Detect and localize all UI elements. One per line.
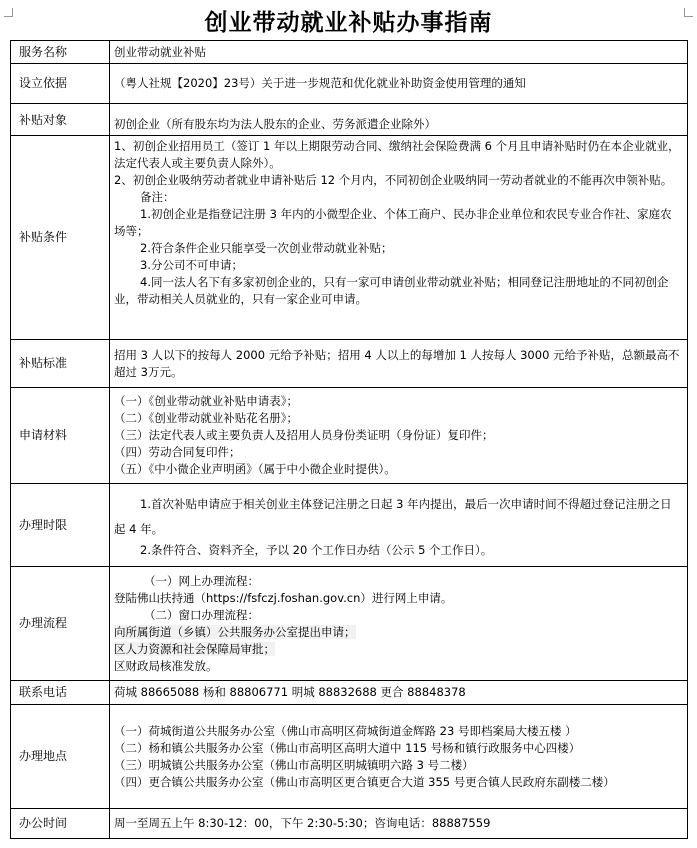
row-label-conditions: 补贴条件 [11, 136, 110, 340]
table-row [11, 340, 688, 388]
note-2: 2.符合条件企业只能享受一次创业带动就业补贴； [140, 241, 393, 255]
window-step-1: 向所属街道（乡镇）公共服务办公室提出申请； [114, 624, 356, 639]
list-item: （一）《创业带动就业补贴申请表》； [114, 394, 298, 408]
table-row [11, 41, 688, 64]
note-4: 4.同一法人名下有多家初创企业的，只有一家可申请创业带动就业补贴；相同登记注册地址的不同初创企业，带动相关人员就业的，只有一家企业可申请。 [114, 275, 669, 306]
row-label-materials: 申请材料 [11, 388, 110, 484]
condition-2: 2、初创企业吸纳劳动者就业申请补贴后 12 个月内，不同初创企业吸纳同一劳动者就业的不能再次申领补贴。 [114, 173, 673, 187]
window-process-title: （二）窗口办理流程： [144, 607, 259, 622]
row-label-time-limit: 办理时限 [11, 484, 110, 567]
table-row [11, 567, 688, 681]
list-item: （四）更合镇公共服务办公室（佛山市高明区更合镇更合大道 355 号更合镇人民政府东副楼二楼） [114, 774, 615, 789]
list-item: （三）法定代表人或主要负责人及招用人员身份类证明（身份证）复印件； [114, 428, 494, 442]
list-item: （二）《创业带动就业补贴花名册》； [114, 411, 298, 425]
table-row [11, 809, 688, 839]
table-row [11, 64, 688, 104]
time-limit-value [110, 484, 688, 567]
location-value [110, 705, 688, 809]
page-title: 创业带动就业补贴办事指南 [204, 10, 493, 36]
table-row [11, 104, 688, 136]
window-step-3: 区财政局核准发放。 [114, 658, 218, 673]
row-label-process: 办理流程 [11, 567, 110, 681]
row-label-location: 办理地点 [11, 705, 110, 809]
row-label-hours: 办公时间 [11, 809, 110, 839]
window-step-2: 区人力资源和社会保障局审批； [114, 641, 275, 656]
online-process-text: 登陆佛山扶持通（https://fsfczj.foshan.gov.cn）进行网上申请。 [114, 590, 453, 605]
materials-value [110, 388, 688, 484]
list-item: （五）《中小微企业声明函》（属于中小微企业时提供）。 [114, 462, 396, 476]
note-1: 1.初创企业是指登记注册 3 年内的小微型企业、个体工商户、民办非企业单位和农民专业合作社、家庭农场等； [114, 207, 672, 238]
row-label-phone: 联系电话 [11, 681, 110, 705]
list-item: （四）劳动合同复印件； [114, 445, 241, 459]
row-label-basis: 设立依据 [11, 64, 110, 104]
service-name-value: 创业带动就业补贴 [110, 41, 688, 64]
table-row [11, 681, 688, 705]
row-label-target: 补贴对象 [11, 104, 110, 136]
process-value [110, 567, 688, 681]
list-item: （二）杨和镇公共服务办公室（佛山市高明区高明大道中 115 号杨和镇行政服务中心四楼） [114, 740, 581, 755]
hours-value: 周一至周五上午 8:30-12：00，下午 2:30-5:30；咨询电话：88887559 [110, 809, 688, 839]
target-value [110, 104, 688, 136]
row-label-standard: 补贴标准 [11, 340, 110, 388]
row-label-service-name: 服务名称 [11, 41, 110, 64]
basis-value: （粤人社规【2020】23号）关于进一步规范和优化就业补助资金使用管理的通知 [110, 64, 688, 104]
online-process-title: （一）网上办理流程： [144, 573, 259, 588]
guide-table [10, 40, 688, 839]
standard-value: 招用 3 人以下的按每人 2000 元给予补贴；招用 4 人以上的每增加 1 人按每人 3000 元给予补贴，总额最高不超过 3万元。 [110, 340, 688, 388]
table-row [11, 484, 688, 567]
note-3: 3.分公司不可申请； [140, 258, 243, 272]
note-title: 备注： [140, 190, 175, 204]
table-row [11, 136, 688, 340]
list-item: （一）荷城街道公共服务办公室（佛山市高明区荷城街道金辉路 23 号即档案局大楼五楼 ） [114, 723, 577, 738]
table-row [11, 388, 688, 484]
conditions-value [110, 136, 688, 340]
time-limit-1: 1.首次补贴申请应于相关创业主体登记注册之日起 3 年内提出，最后一次申请时间不得超过登记注册之日起 4 年。 [114, 496, 672, 536]
condition-1: 1、初创企业招用员工（签订 1 年以上期限劳动合同、缴纳社会保险费满 6 个月且申请补贴时仍在本企业就业，法定代表人或主要负责人除外）。 [114, 139, 680, 170]
target-text: 初创企业（所有股东均为法人股东的企业、劳务派遣企业除外） [114, 117, 436, 131]
phone-value: 荷城 88665088 杨和 88806771 明城 88832688 更合 88848378 [110, 681, 688, 705]
time-limit-2: 2.条件符合、资料齐全，予以 20 个工作日办结（公示 5 个工作日）。 [140, 542, 493, 557]
list-item: （三）明城镇公共服务办公室（佛山市高明区明城镇明六路 3 号二楼） [114, 757, 474, 772]
table-row [11, 705, 688, 809]
